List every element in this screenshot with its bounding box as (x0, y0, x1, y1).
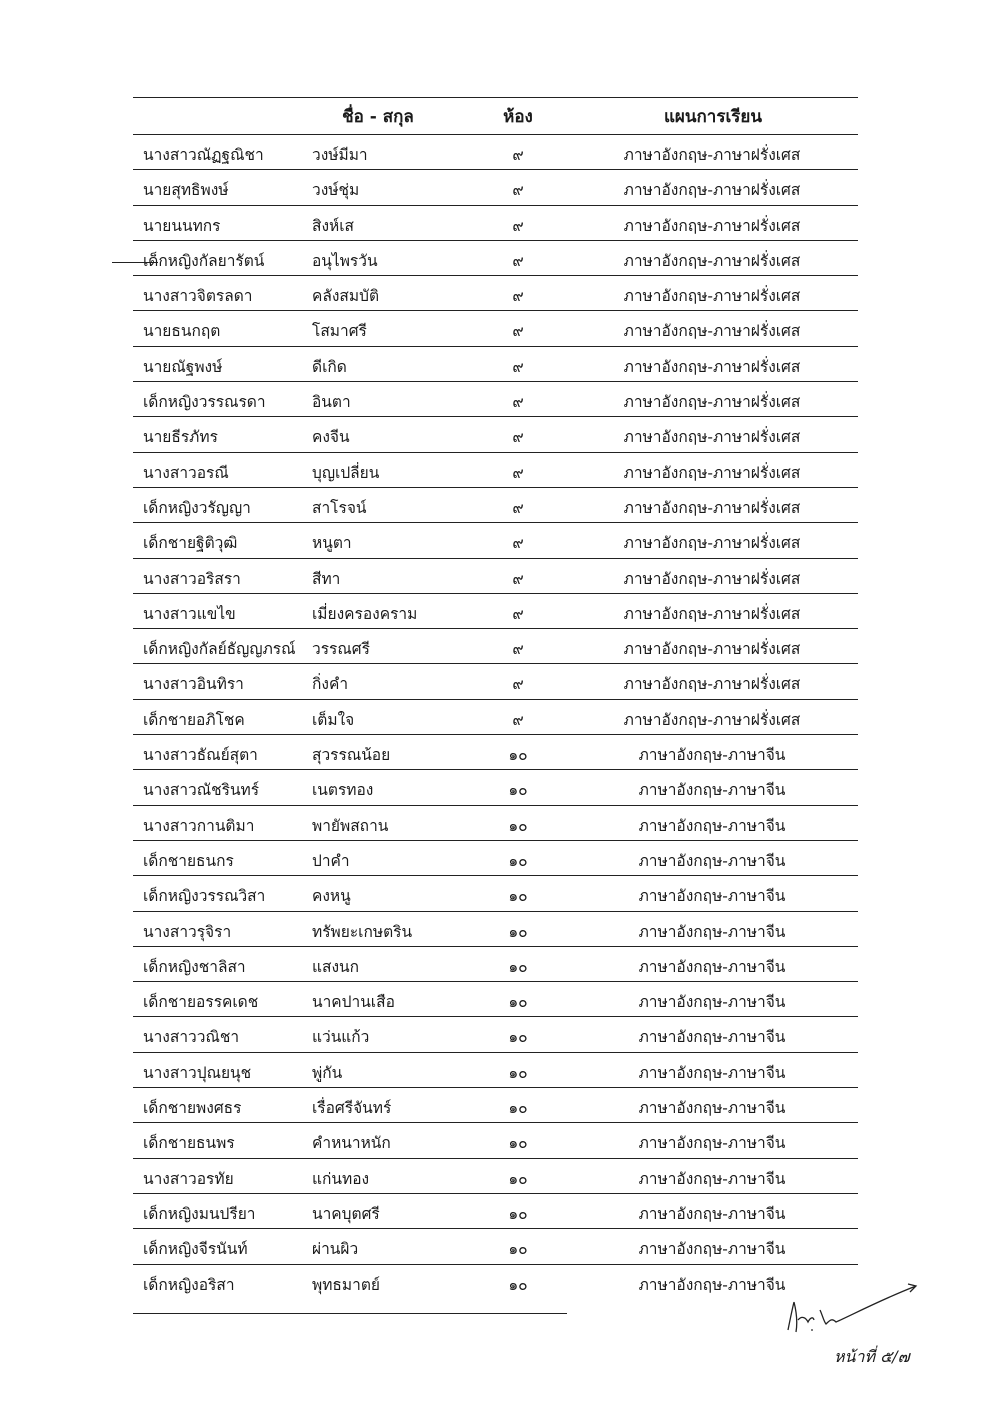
room: ๑๐ (508, 1204, 528, 1223)
first-name: นางสาวอริสรา (143, 569, 241, 588)
last-name: สาโรจน์ (312, 498, 367, 517)
study-plan: ภาษาอังกฤษ-ภาษาฝรั่งเศส (623, 710, 801, 729)
room: ๑๐ (508, 851, 528, 870)
table-row (133, 135, 858, 170)
table-row (133, 276, 858, 311)
study-plan: ภาษาอังกฤษ-ภาษาฝรั่งเศส (623, 357, 801, 376)
table-row (133, 1194, 858, 1229)
room: ๙ (512, 534, 524, 553)
last-name: กิ่งคำ (312, 675, 349, 694)
study-plan: ภาษาอังกฤษ-ภาษาฝรั่งเศส (623, 146, 801, 164)
room: ๑๐ (508, 1240, 528, 1259)
last-name: เรื่อศรีจันทร์ (312, 1099, 392, 1118)
study-plan: ภาษาอังกฤษ-ภาษาฝรั่งเศส (623, 216, 801, 235)
page-number: หน้าที่ ๕/๗ (834, 1347, 910, 1366)
study-plan: ภาษาอังกฤษ-ภาษาฝรั่งเศส (623, 534, 801, 553)
table-row (133, 241, 858, 276)
study-plan: ภาษาอังกฤษ-ภาษาฝรั่งเศส (623, 569, 801, 588)
room: ๑๐ (508, 781, 528, 800)
table-row (133, 170, 858, 205)
last-name: พู่กัน (312, 1063, 343, 1082)
last-name: สิงห์เส (312, 216, 355, 235)
first-name: เด็กชายฐิติวุฒิ (143, 534, 238, 553)
table-row (133, 559, 858, 594)
room: ๙ (512, 640, 524, 659)
first-name: นางสาววณิชา (143, 1028, 240, 1047)
study-plan: ภาษาอังกฤษ-ภาษาจีน (638, 851, 786, 870)
study-plan: ภาษาอังกฤษ-ภาษาฝรั่งเศส (623, 675, 801, 694)
study-plan: ภาษาอังกฤษ-ภาษาจีน (638, 1204, 786, 1223)
study-plan: ภาษาอังกฤษ-ภาษาจีน (638, 1134, 786, 1153)
first-name: เด็กหญิงจีรนันท์ (143, 1240, 248, 1259)
first-name: เด็กหญิงชาลิสา (143, 957, 246, 976)
table-row (133, 700, 858, 735)
table-header (133, 97, 858, 135)
last-name: ดีเกิด (312, 357, 347, 376)
last-name: อนุไพรวัน (312, 251, 378, 270)
signature (780, 1280, 920, 1340)
room: ๙ (512, 181, 524, 200)
room: ๙ (512, 710, 524, 729)
last-name: คลังสมบัติ (312, 287, 380, 306)
table-row (133, 1229, 858, 1264)
room: ๙ (512, 569, 524, 588)
first-name: นางสาวธัณย์สุตา (143, 746, 258, 765)
table-row (133, 1088, 858, 1123)
first-name: เด็กชายอภิโชค (143, 710, 245, 729)
room: ๙ (512, 393, 524, 412)
study-plan: ภาษาอังกฤษ-ภาษาฝรั่งเศส (623, 604, 801, 623)
header-room: ห้อง (503, 107, 533, 127)
room: ๙ (512, 604, 524, 623)
table-row (133, 664, 858, 699)
table-row (133, 594, 858, 629)
table-row (133, 912, 858, 947)
table-row (133, 382, 858, 417)
first-name: เด็กชายอรรคเดช (143, 993, 259, 1012)
room: ๙ (512, 463, 524, 482)
room: ๙ (512, 322, 524, 341)
last-name: วงษ์มีมา (312, 146, 368, 164)
table-body (133, 135, 858, 1299)
first-name: เด็กหญิงอริสา (143, 1275, 235, 1294)
room: ๑๐ (508, 1275, 528, 1294)
last-name: แก่นทอง (312, 1169, 370, 1188)
first-name: เด็กชายพงศธร (143, 1099, 242, 1118)
room: ๑๐ (508, 922, 528, 941)
table-row (133, 347, 858, 382)
first-name: นางสาวปุณยนุช (143, 1063, 252, 1082)
stray-line (112, 262, 158, 263)
last-name: คงหนู (312, 887, 351, 906)
study-plan: ภาษาอังกฤษ-ภาษาฝรั่งเศส (623, 463, 801, 482)
study-plan: ภาษาอังกฤษ-ภาษาจีน (638, 1169, 786, 1188)
last-name: วงษ์ชุ่ม (312, 181, 360, 200)
header-name: ชื่อ - สกุล (342, 107, 414, 127)
last-name: นาคบุตศรี (312, 1204, 380, 1223)
study-plan: ภาษาอังกฤษ-ภาษาฝรั่งเศส (623, 287, 801, 306)
room: ๑๐ (508, 816, 528, 835)
study-plan: ภาษาอังกฤษ-ภาษาฝรั่งเศส (623, 428, 801, 447)
last-name: ผ่านผิว (312, 1240, 359, 1259)
last-name: บุญเปลี่ยน (312, 463, 380, 482)
table-row (133, 206, 858, 241)
last-name: คำหนาหนัก (312, 1134, 391, 1153)
last-name: วรรณศรี (312, 640, 370, 659)
study-plan: ภาษาอังกฤษ-ภาษาจีน (638, 887, 786, 906)
first-name: นายธนกฤต (143, 322, 221, 341)
room: ๑๐ (508, 746, 528, 765)
last-name: นาคปานเสือ (312, 993, 395, 1012)
study-plan: ภาษาอังกฤษ-ภาษาจีน (638, 922, 786, 941)
study-plan: ภาษาอังกฤษ-ภาษาจีน (638, 781, 786, 800)
room: ๑๐ (508, 1063, 528, 1082)
last-name: เมี่ยงครองคราม (312, 604, 418, 623)
table-row (133, 1123, 858, 1158)
room: ๙ (512, 146, 524, 164)
study-plan: ภาษาอังกฤษ-ภาษาฝรั่งเศส (623, 181, 801, 200)
last-name: โสมาศรี (312, 322, 367, 341)
table-row (133, 982, 858, 1017)
table-bottom-line (133, 1313, 567, 1314)
first-name: นางสาวกานติมา (143, 816, 255, 835)
study-plan: ภาษาอังกฤษ-ภาษาจีน (638, 957, 786, 976)
study-plan: ภาษาอังกฤษ-ภาษาฝรั่งเศส (623, 322, 801, 341)
table-row (133, 453, 858, 488)
last-name: หนูตา (312, 534, 352, 553)
room: ๙ (512, 216, 524, 235)
first-name: นายสุทธิพงษ์ (143, 181, 229, 200)
last-name: อินตา (312, 393, 351, 412)
room: ๙ (512, 251, 524, 270)
table-row (133, 629, 858, 664)
first-name: เด็กหญิงกัลย์ธัญญภรณ์ (143, 640, 296, 659)
table-row (133, 1017, 858, 1052)
table-row (133, 417, 858, 452)
room: ๙ (512, 428, 524, 447)
study-plan: ภาษาอังกฤษ-ภาษาจีน (638, 1275, 786, 1294)
first-name: นายณัฐพงษ์ (143, 357, 223, 376)
first-name: นายธีรภัทร (143, 428, 218, 447)
table-row (133, 1265, 858, 1299)
study-plan: ภาษาอังกฤษ-ภาษาฝรั่งเศส (623, 498, 801, 517)
last-name: พุทธมาตย์ (312, 1275, 380, 1294)
table-row (133, 770, 858, 805)
last-name: คงจีน (312, 428, 350, 447)
study-plan: ภาษาอังกฤษ-ภาษาจีน (638, 1240, 786, 1259)
study-plan: ภาษาอังกฤษ-ภาษาฝรั่งเศส (623, 393, 801, 412)
table-row (133, 311, 858, 346)
first-name: เด็กหญิงวรรณรดา (143, 393, 266, 412)
room: ๙ (512, 357, 524, 376)
study-plan: ภาษาอังกฤษ-ภาษาจีน (638, 816, 786, 835)
room: ๑๐ (508, 1134, 528, 1153)
study-plan: ภาษาอังกฤษ-ภาษาจีน (638, 1028, 786, 1047)
table-row (133, 947, 858, 982)
table-row (133, 1053, 858, 1088)
first-name: เด็กหญิงวรรณวิสา (143, 887, 266, 906)
first-name: เด็กชายธนกร (143, 851, 234, 870)
room: ๙ (512, 675, 524, 694)
table-row (133, 876, 858, 911)
room: ๑๐ (508, 957, 528, 976)
first-name: นางสาวรุจิรา (143, 922, 232, 941)
first-name: นางสาวณัชรินทร์ (143, 781, 260, 800)
first-name: นางสาวจิตรลดา (143, 287, 253, 306)
room: ๑๐ (508, 1169, 528, 1188)
first-name: นางสาวอรณี (143, 463, 229, 482)
study-plan: ภาษาอังกฤษ-ภาษาฝรั่งเศส (623, 251, 801, 270)
first-name: นายนนทกร (143, 216, 221, 235)
table-row (133, 841, 858, 876)
last-name: พายัพสถาน (312, 816, 389, 835)
last-name: เนตรทอง (312, 781, 374, 800)
table-row (133, 488, 858, 523)
room: ๙ (512, 287, 524, 306)
student-table (133, 97, 858, 1299)
study-plan: ภาษาอังกฤษ-ภาษาฝรั่งเศส (623, 640, 801, 659)
room: ๑๐ (508, 1028, 528, 1047)
table-row (133, 523, 858, 558)
room: ๙ (512, 498, 524, 517)
first-name: เด็กหญิงมนปรียา (143, 1204, 256, 1223)
first-name: นางสาวอรทัย (143, 1169, 234, 1188)
room: ๑๐ (508, 993, 528, 1012)
first-name: เด็กหญิงกัลยารัตน์ (143, 251, 265, 270)
first-name: นางสาวอินทิรา (143, 675, 244, 694)
last-name: แว่นแก้ว (312, 1028, 370, 1047)
last-name: สีทา (312, 569, 341, 588)
header-plan: แผนการเรียน (663, 107, 763, 127)
first-name: เด็กหญิงวรัญญา (143, 498, 251, 517)
study-plan: ภาษาอังกฤษ-ภาษาจีน (638, 1063, 786, 1082)
study-plan: ภาษาอังกฤษ-ภาษาจีน (638, 746, 786, 765)
last-name: แสงนก (312, 957, 359, 976)
last-name: เต็มใจ (312, 710, 355, 729)
first-name: นางสาวแขไข (143, 604, 236, 623)
table-row (133, 806, 858, 841)
study-plan: ภาษาอังกฤษ-ภาษาจีน (638, 993, 786, 1012)
last-name: สุวรรณน้อย (312, 746, 391, 765)
last-name: ทรัพยะเกษตริน (312, 922, 413, 941)
first-name: นางสาวณัฏฐณิชา (143, 146, 264, 164)
table-row (133, 735, 858, 770)
first-name: เด็กชายธนพร (143, 1134, 235, 1153)
room: ๑๐ (508, 887, 528, 906)
last-name: ปาคำ (312, 851, 350, 870)
study-plan: ภาษาอังกฤษ-ภาษาจีน (638, 1099, 786, 1118)
room: ๑๐ (508, 1099, 528, 1118)
table-row (133, 1159, 858, 1194)
